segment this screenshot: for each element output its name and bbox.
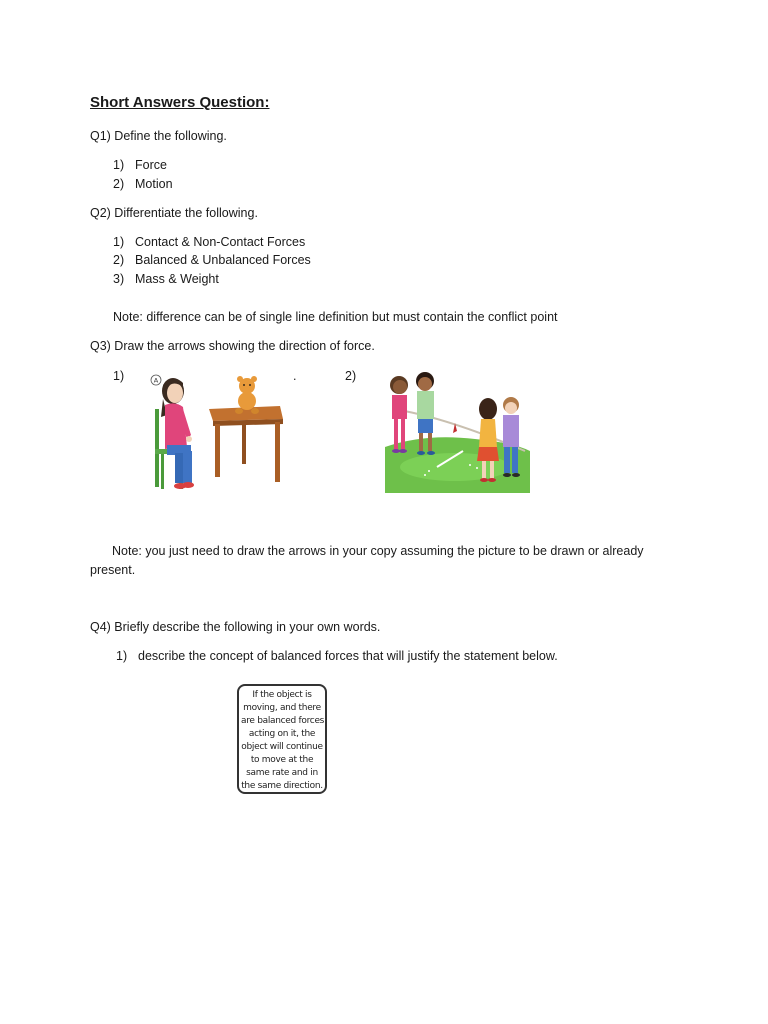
figure-girl-chair-table bbox=[147, 369, 285, 494]
quote-line-1: If the object is bbox=[252, 690, 312, 700]
q4-item-1 bbox=[116, 648, 558, 664]
figure-1-badge: A bbox=[153, 376, 159, 385]
q2-item-3-num: 3) bbox=[113, 272, 125, 286]
q4-item-1-text: describe the concept of balanced forces that will justify the statement below. bbox=[138, 649, 558, 663]
figure-tug-of-war bbox=[385, 367, 530, 493]
q2-item-1 bbox=[113, 234, 305, 250]
q2-prompt: Q2) Differentiate the following. bbox=[90, 206, 258, 220]
q2-item-2 bbox=[113, 252, 311, 268]
q2-item-1-num: 1) bbox=[113, 235, 125, 249]
q2-item-3 bbox=[113, 271, 219, 287]
tug-of-war-illustration bbox=[385, 367, 530, 493]
quote-line-2: moving, and there bbox=[243, 703, 321, 713]
q1-item-1 bbox=[113, 157, 167, 173]
q1-item-2-text: Motion bbox=[135, 177, 173, 191]
quote-line-8: the same direction. bbox=[241, 781, 323, 791]
q1-prompt: Q1) Define the following. bbox=[90, 129, 227, 143]
q4-prompt: Q4) Briefly describe the following in your own words. bbox=[90, 620, 381, 634]
q1-item-2-num: 2) bbox=[113, 177, 125, 191]
q1-item-1-text: Force bbox=[135, 158, 167, 172]
q1-item-2 bbox=[113, 176, 173, 192]
quote-line-7: same rate and in bbox=[246, 768, 318, 778]
q2-item-1-text: Contact & Non-Contact Forces bbox=[135, 235, 306, 249]
q3-prompt: Q3) Draw the arrows showing the direction of force. bbox=[90, 339, 375, 353]
q4-item-1-num: 1) bbox=[116, 649, 128, 663]
quote-line-6: to move at the bbox=[250, 755, 314, 765]
q3-separator-dot: . bbox=[293, 369, 297, 383]
q2-item-2-num: 2) bbox=[113, 253, 125, 267]
section-heading: Short Answers Question: bbox=[90, 94, 270, 111]
q3-figure-1-number: 1) bbox=[113, 369, 125, 383]
quote-line-4: acting on it, the bbox=[248, 729, 316, 739]
girl-chair-table-illustration bbox=[147, 369, 285, 494]
quote-line-5: object will continue bbox=[241, 742, 323, 752]
balanced-forces-quote-box bbox=[237, 684, 327, 794]
q2-item-3-text: Mass & Weight bbox=[135, 272, 219, 286]
q3-note: Note: you just need to draw the arrows in your copy assuming the picture to be drawn or already present. bbox=[90, 544, 644, 577]
q2-note: Note: difference can be of single line definition but must contain the conflict point bbox=[113, 310, 558, 324]
quote-line-3: are balanced forces bbox=[241, 716, 325, 726]
q1-item-1-num: 1) bbox=[113, 158, 125, 172]
q2-item-2-text: Balanced & Unbalanced Forces bbox=[135, 253, 311, 267]
q3-figure-2-number: 2) bbox=[345, 369, 357, 383]
